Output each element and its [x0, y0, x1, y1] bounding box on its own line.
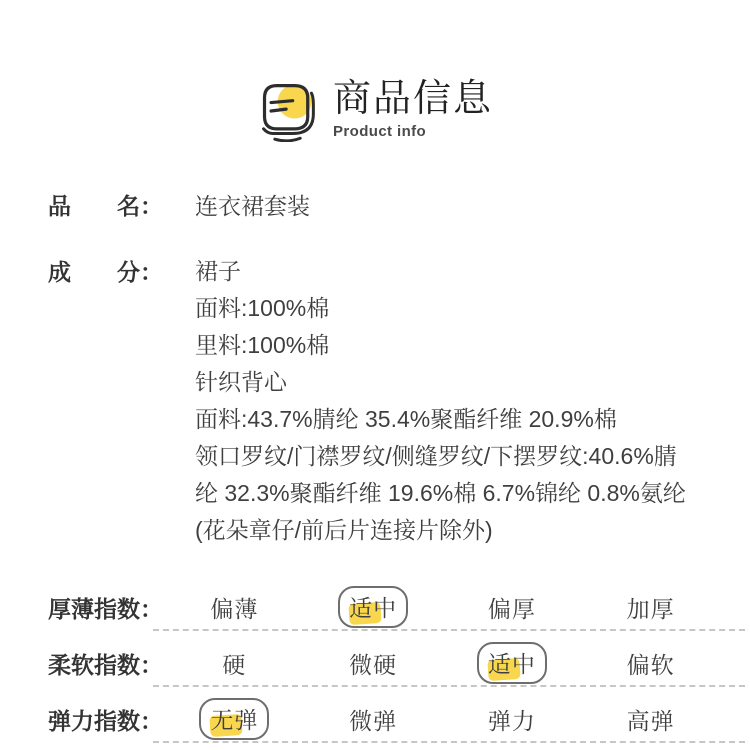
index-row-label: 弹力指数：: [48, 707, 163, 734]
index-row: [0, 585, 750, 629]
selected-option-text: 适中: [487, 651, 536, 677]
index-option: [165, 698, 304, 740]
index-option: 弹力: [487, 707, 536, 734]
field-row-composition: [0, 258, 750, 549]
index-option: 偏厚: [487, 595, 536, 622]
composition-lines: [195, 253, 686, 549]
index-table: [0, 585, 750, 743]
field-row-name: [0, 192, 750, 220]
name-value: 连衣裙套装: [195, 193, 310, 219]
index-option: [304, 586, 443, 628]
name-label: 品 名：: [48, 193, 163, 219]
index-option: [443, 642, 582, 684]
dashed-divider: [153, 741, 745, 743]
product-fields: [0, 192, 750, 549]
dashed-divider: [153, 685, 745, 687]
index-option: 硬: [222, 651, 247, 678]
selected-option-text: 无弹: [210, 707, 259, 733]
composition-label: 成 分：: [48, 259, 163, 285]
selected-option-text: 适中: [349, 595, 398, 621]
composition-line: 领口罗纹/门襟罗纹/侧缝罗纹/下摆罗纹:40.6%腈: [195, 443, 677, 469]
index-option: 微弹: [349, 707, 398, 734]
page-title: 商品信息: [332, 78, 493, 120]
dashed-divider: [153, 629, 745, 631]
index-option: 高弹: [626, 707, 675, 734]
composition-line: 纶 32.3%聚酯纤维 19.6%棉 6.7%锦纶 0.8%氨纶: [195, 480, 686, 506]
index-options: [165, 642, 720, 684]
icon-line-top: [271, 101, 293, 103]
composition-line: 裙子: [195, 258, 241, 284]
index-row-label: 柔软指数：: [48, 651, 163, 678]
composition-line: (花朵章仔/前后片连接片除外): [195, 517, 493, 543]
notepad-doodle-icon: [257, 80, 319, 142]
icon-line-bottom: [271, 109, 286, 111]
index-option: 微硬: [349, 651, 398, 678]
index-option: 加厚: [626, 595, 675, 622]
index-row: [0, 697, 750, 741]
index-row-label: 厚薄指数：: [48, 595, 163, 622]
index-option: 偏软: [626, 651, 675, 678]
icon-bottom-arc: [275, 138, 300, 141]
index-options: [165, 698, 720, 740]
selected-option-marker: [477, 642, 547, 684]
index-options: [165, 586, 720, 628]
index-option: 偏薄: [210, 595, 259, 622]
composition-line: 面料:100%棉: [195, 295, 330, 321]
page-subtitle: Product info: [332, 122, 427, 140]
index-row: [0, 641, 750, 685]
selected-option-marker: [199, 698, 269, 740]
selected-option-marker: [338, 586, 408, 628]
composition-line: 面料:43.7%腈纶 35.4%聚酯纤维 20.9%棉: [195, 406, 617, 432]
header: [0, 0, 750, 142]
composition-line: 里料:100%棉: [195, 332, 330, 358]
composition-line: 针织背心: [195, 369, 287, 395]
